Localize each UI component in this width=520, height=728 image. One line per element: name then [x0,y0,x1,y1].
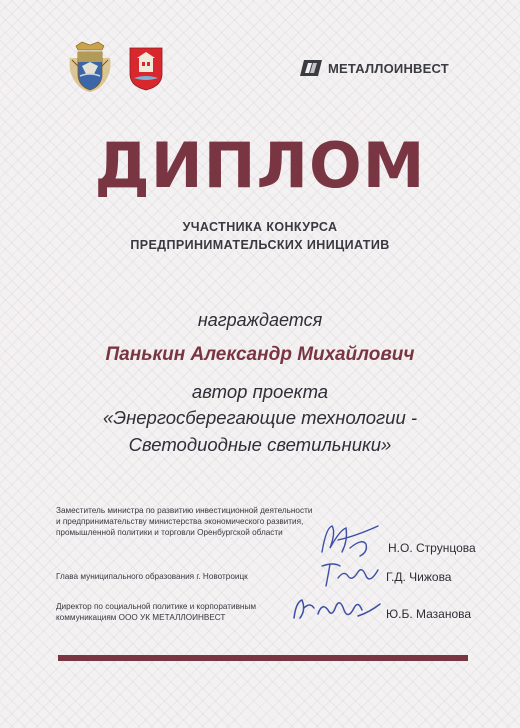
signatory-role-1: Заместитель министра по развитию инвестиционной деятельности и предпринимательству министерства экономического развития, промышленной политики и торговли Оренбургской области [56,506,313,537]
signature-mazanova [288,592,384,628]
recipient-name: Панькин Александр Михайлович [105,344,415,365]
metalloinvest-logo [300,60,449,76]
project-line-1: автор проекта [191,381,329,402]
orenburg-oblast-coat-of-arms-icon [66,40,114,94]
awarded-label: награждается [197,310,323,330]
metalloinvest-logo-icon [300,60,322,76]
novotroitsk-coat-of-arms-icon [128,46,164,92]
signatory-role-3: Директор по социальной политике и корпоративным коммуникациям ООО УК МЕТАЛЛОИНВЕСТ [56,602,256,622]
bottom-rule [58,655,468,661]
signatory-name-3: Ю.Б. Мазанова [386,607,472,621]
signatory-name-2: Г.Д. Чижова [386,570,452,584]
project-line-2: «Энергосберегающие технологии - [102,407,418,428]
diploma-title: ДИПЛОМ [94,129,426,202]
signature-chizhova [318,558,382,590]
signatory-role-2: Глава муниципального образования г. Новотроицк [56,572,248,581]
project-line-3: Светодиодные светильники» [128,434,392,455]
logo-text: МЕТАЛЛОИНВЕСТ [328,60,449,76]
subtitle-line-2: ПРЕДПРИНИМАТЕЛЬСКИХ ИНИЦИАТИВ [130,238,390,252]
subtitle-line-1: УЧАСТНИКА КОНКУРСА [182,220,338,234]
signature-struntsova [316,518,384,562]
signatory-name-1: Н.О. Струнцова [388,541,476,555]
